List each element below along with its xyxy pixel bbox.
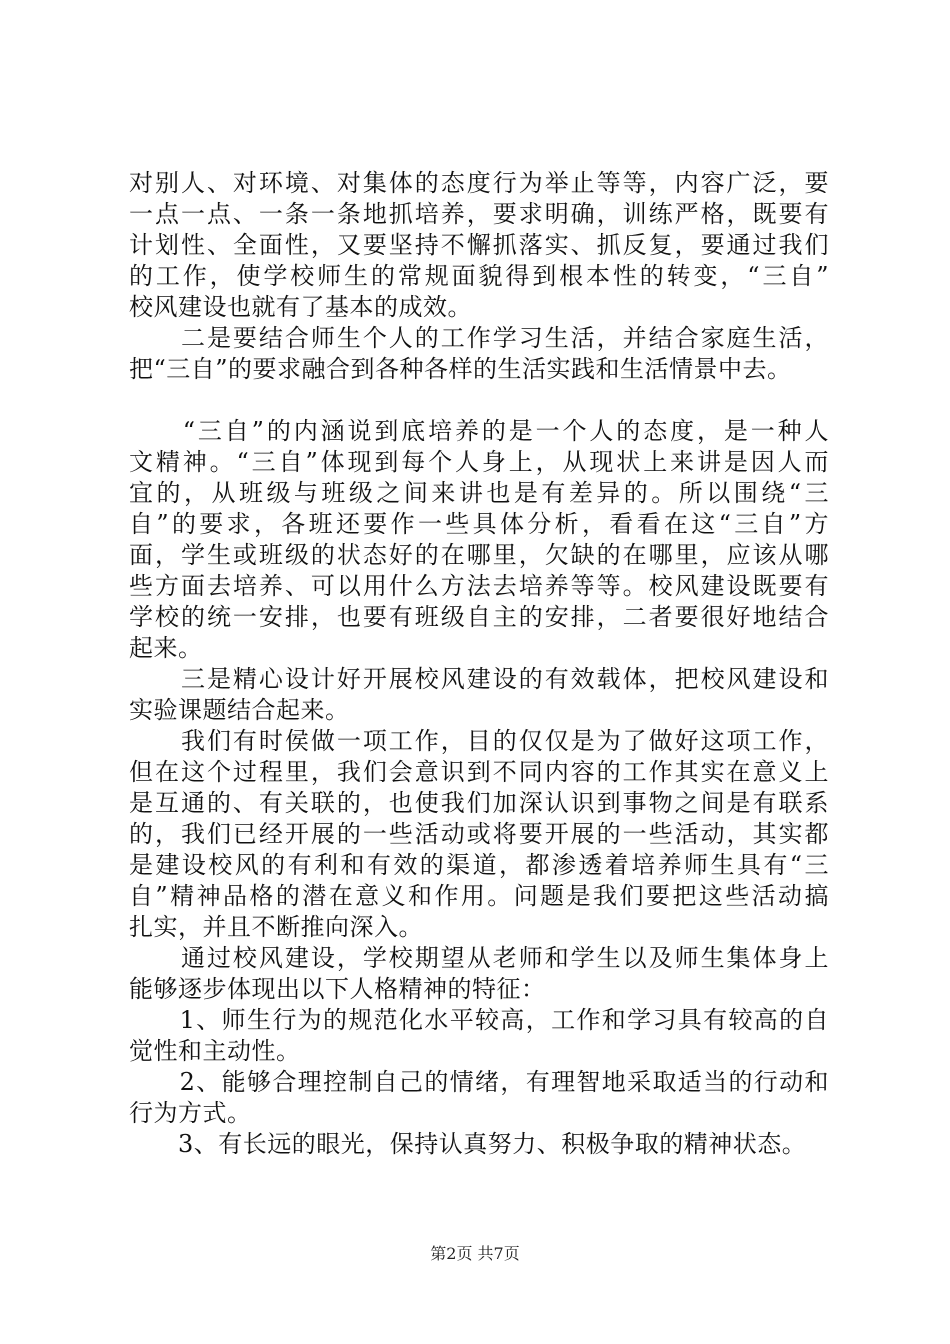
text-line: 对别人、对环境、对集体的态度行为举止等等，内容广泛，要 <box>129 169 829 197</box>
text-line: 自”精神品格的潜在意义和作用。问题是我们要把这些活动搞 <box>129 882 829 910</box>
text-line: 扎实，并且不断推向深入。 <box>129 913 423 941</box>
text-line: 计划性、全面性，又要坚持不懈抓落实、抓反复，要通过我们 <box>129 231 829 259</box>
text-line: 自”的要求，各班还要作一些具体分析，看看在这“三自”方 <box>129 510 829 538</box>
text-line: 的工作，使学校师生的常规面貌得到根本性的转变，“三自” <box>129 262 829 290</box>
text-line: 学校的统一安排，也要有班级自主的安排，二者要很好地结合 <box>129 603 829 631</box>
text-line: 校风建设也就有了基本的成效。 <box>129 293 472 321</box>
text-line: 起来。 <box>129 634 203 662</box>
text-line: 1、师生行为的规范化水平较高，工作和学习具有较高的自 <box>129 1006 829 1034</box>
text-line: 实验课题结合起来。 <box>129 696 350 724</box>
text-line: 的，我们已经开展的一些活动或将要开展的一些活动，其实都 <box>129 820 829 848</box>
text-line: 面，学生或班级的状态好的在哪里，欠缺的在哪里，应该从哪 <box>129 541 829 569</box>
text-line: 我们有时侯做一项工作，目的仅仅是为了做好这项工作， <box>129 727 829 755</box>
text-line: 文精神。“三自”体现到每个人身上，从现状上来讲是因人而 <box>129 448 829 476</box>
text-line: 宜的，从班级与班级之间来讲也是有差异的。所以围绕“三 <box>129 479 829 507</box>
text-line: 行为方式。 <box>129 1099 252 1127</box>
text-line: 能够逐步体现出以下人格精神的特征： <box>129 975 546 1003</box>
text-line: 一点一点、一条一条地抓培养，要求明确，训练严格，既要有 <box>129 200 829 228</box>
text-line: 3、有长远的眼光，保持认真努力、积极争取的精神状态。 <box>129 1130 807 1158</box>
text-line: 但在这个过程里，我们会意识到不同内容的工作其实在意义上 <box>129 758 829 786</box>
text-line: 是互通的、有关联的，也使我们加深认识到事物之间是有联系 <box>129 789 829 817</box>
text-line: 2、能够合理控制自己的情绪，有理智地采取适当的行动和 <box>129 1068 829 1096</box>
text-line: 通过校风建设，学校期望从老师和学生以及师生集体身上 <box>129 944 829 972</box>
text-line: 觉性和主动性。 <box>129 1037 301 1065</box>
text-line: 把“三自”的要求融合到各种各样的生活实践和生活情景中去。 <box>129 355 792 383</box>
text-line: 二是要结合师生个人的工作学习生活，并结合家庭生活， <box>129 324 829 352</box>
page-number-footer: 第2页 共7页 <box>430 1244 520 1263</box>
paragraph-gap <box>129 385 829 416</box>
document-body <box>129 168 829 1160</box>
text-line: 是建设校风的有利和有效的渠道，都渗透着培养师生具有“三 <box>129 851 829 879</box>
text-line: 些方面去培养、可以用什么方法去培养等等。校风建设既要有 <box>129 572 829 600</box>
text-line: “三自”的内涵说到底培养的是一个人的态度，是一种人 <box>129 417 829 445</box>
text-line: 三是精心设计好开展校风建设的有效载体，把校风建设和 <box>129 665 829 693</box>
